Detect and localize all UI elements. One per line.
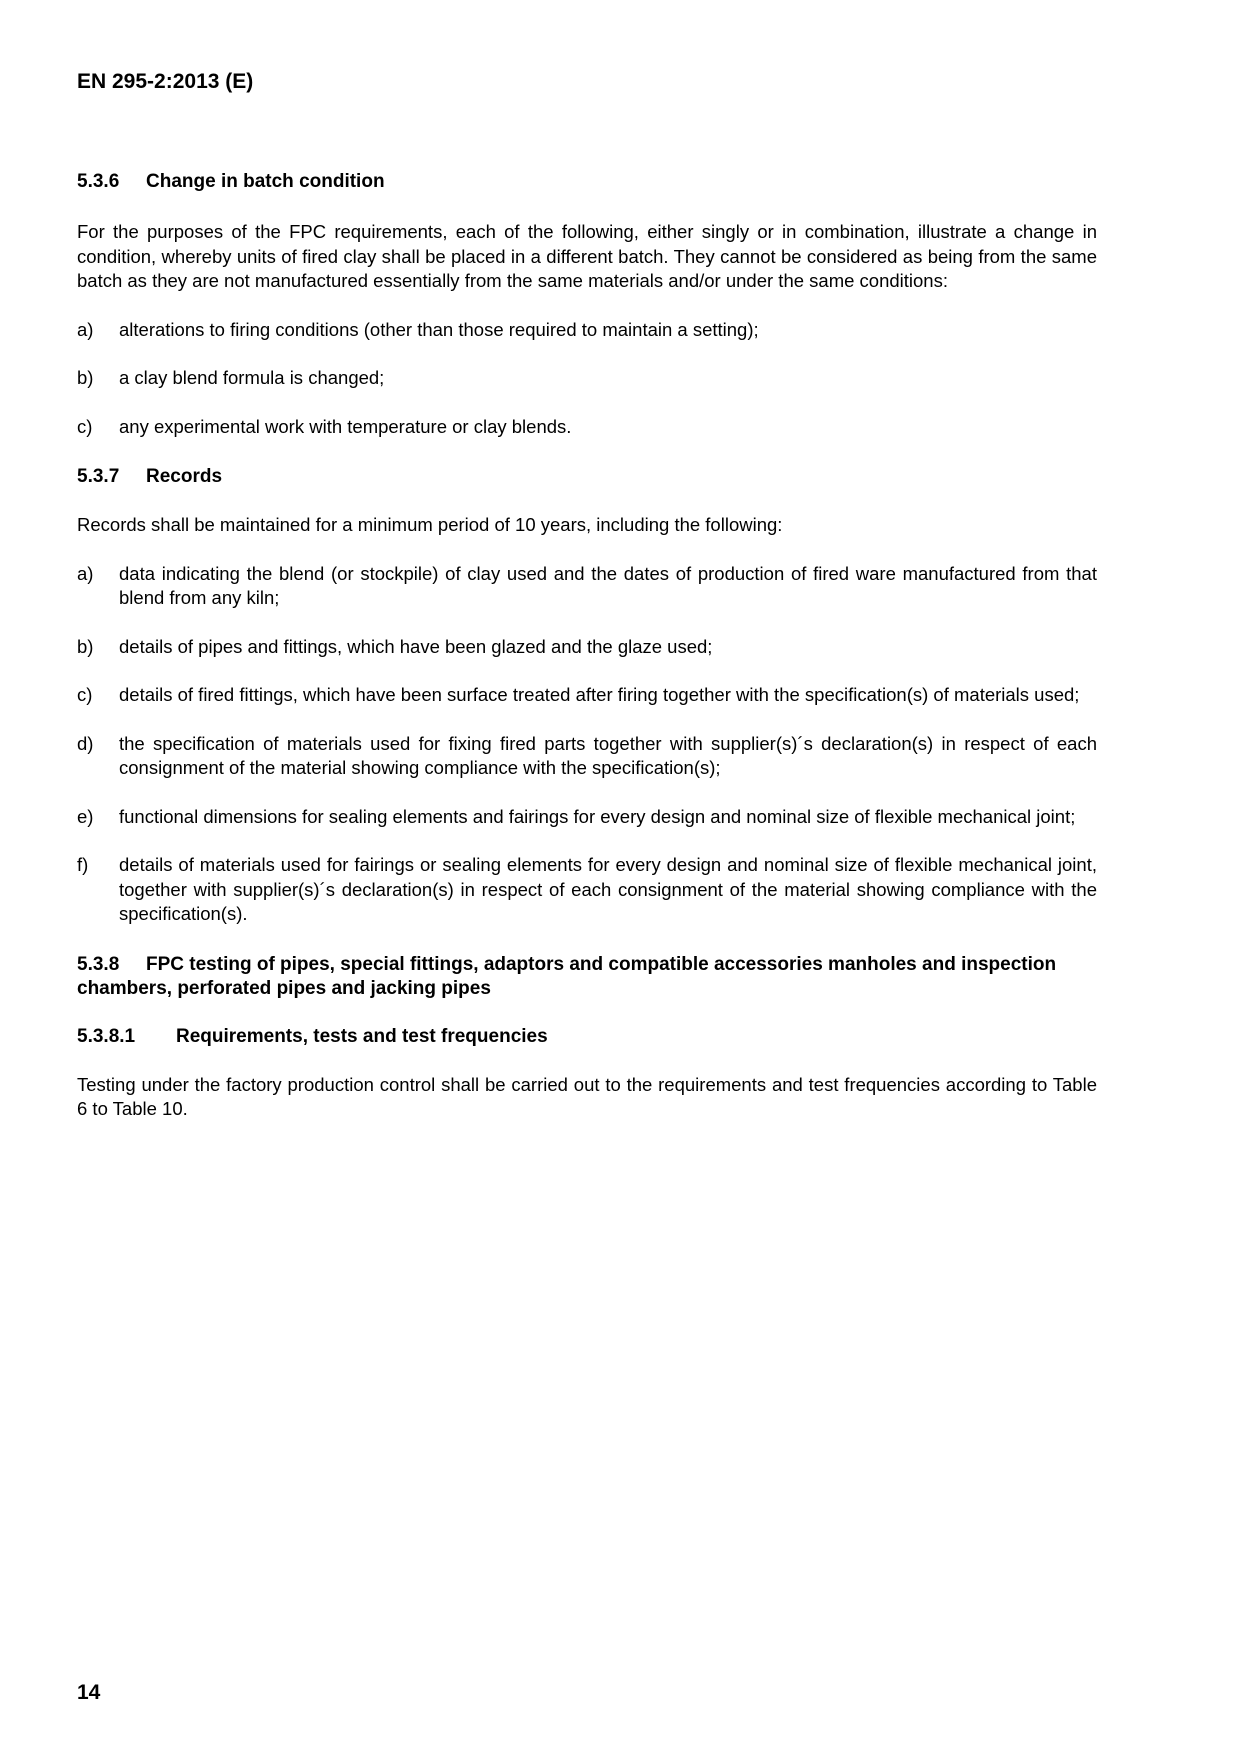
section-5-3-7-heading bbox=[77, 465, 1097, 489]
section-number: 5.3.7 bbox=[77, 466, 120, 487]
section-5-3-8-1-body: Testing under the factory production control shall be carried out to the requirements and test frequencies according to Table 6 to Table 10. bbox=[77, 1073, 1097, 1119]
list-item bbox=[77, 635, 1097, 660]
list-marker: a) bbox=[77, 318, 94, 340]
document-id-header: EN 295-2:2013 (E) bbox=[77, 70, 254, 93]
section-5-3-6-heading bbox=[77, 170, 1097, 194]
list-item bbox=[77, 366, 1097, 391]
section-title: FPC testing of pipes, special fittings, adaptors and compatible accessories manholes and inspection chambers, perforated pipes and jacking pipes bbox=[77, 953, 1057, 999]
section-5-3-6-list bbox=[77, 318, 1097, 440]
section-5-3-8-1-heading bbox=[77, 1025, 1097, 1049]
list-item-text: a clay blend formula is changed; bbox=[119, 367, 385, 388]
list-item bbox=[77, 415, 1097, 440]
section-5-3-7-intro: Records shall be maintained for a minimum period of 10 years, including the following: bbox=[77, 514, 783, 535]
section-title: Change in batch condition bbox=[146, 171, 385, 192]
list-item-text: details of fired fittings, which have been surface treated after firing together with the specification(s) of materials used; bbox=[119, 684, 1080, 705]
list-item bbox=[77, 732, 1097, 781]
section-number: 5.3.6 bbox=[77, 171, 120, 192]
list-marker: c) bbox=[77, 415, 93, 437]
section-title: Requirements, tests and test frequencies bbox=[176, 1025, 548, 1047]
page-number: 14 bbox=[77, 1681, 101, 1704]
list-marker: c) bbox=[77, 684, 93, 705]
list-item-text: any experimental work with temperature or clay blends. bbox=[119, 415, 572, 437]
list-item-text: data indicating the blend (or stockpile) of clay used and the dates of production of fired ware manufactured from that blend from any kiln; bbox=[119, 562, 1097, 608]
section-5-3-7-list bbox=[77, 562, 1097, 927]
list-item-text: details of materials used for fairings or sealing elements for every design and nominal size of flexible mechanical joint, together with supplier(s)´s declaration(s) in respect of each consignment of the material showing compliance with the specification(s). bbox=[119, 854, 1097, 924]
list-item-text: alterations to firing conditions (other than those required to maintain a setting); bbox=[119, 318, 759, 340]
section-number: 5.3.8.1 bbox=[77, 1025, 136, 1047]
list-item bbox=[77, 683, 1097, 708]
list-item-text: details of pipes and fittings, which have been glazed and the glaze used; bbox=[119, 635, 713, 657]
list-item bbox=[77, 318, 1097, 343]
document-body bbox=[77, 170, 1097, 1122]
list-marker: d) bbox=[77, 732, 94, 754]
list-marker: a) bbox=[77, 562, 94, 584]
list-item bbox=[77, 562, 1097, 611]
list-marker: e) bbox=[77, 805, 94, 827]
list-item-text: functional dimensions for sealing elements and fairings for every design and nominal size of flexible mechanical joint; bbox=[119, 805, 1076, 827]
list-marker: f) bbox=[77, 854, 89, 875]
section-title: Records bbox=[146, 466, 223, 487]
list-marker: b) bbox=[77, 367, 94, 388]
section-5-3-6-intro: For the purposes of the FPC requirements, each of the following, either singly or in combination, illustrate a change in condition, whereby units of fired clay shall be placed in a different batch. They cannot be considered as being from the same batch as they are not manufactured essentially from the same materials and/or under the same conditions: bbox=[77, 221, 1097, 291]
list-item bbox=[77, 805, 1097, 830]
section-5-3-8-heading bbox=[77, 953, 1097, 1001]
section-number: 5.3.8 bbox=[77, 953, 120, 975]
list-item bbox=[77, 853, 1097, 927]
list-marker: b) bbox=[77, 635, 94, 657]
list-item-text: the specification of materials used for fixing fired parts together with supplier(s)´s declaration(s) in respect of each consignment of the material showing compliance with the specification(s); bbox=[119, 732, 1097, 778]
